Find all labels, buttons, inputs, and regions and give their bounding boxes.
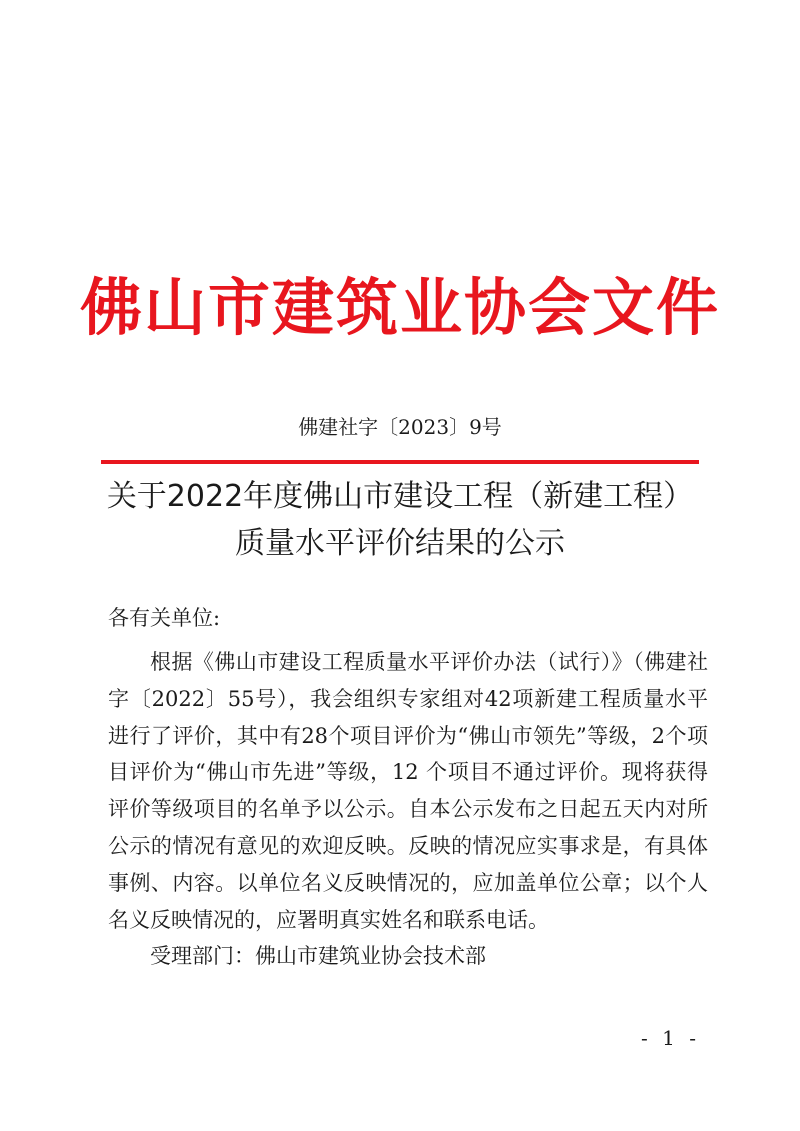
handling-department: 受理部门：佛山市建筑业协会技术部 [150, 944, 486, 968]
page-number: - 1 - [641, 1026, 700, 1050]
body-paragraph: 根据《佛山市建设工程质量水平评价办法（试行）》（佛建社字〔2022〕55号），我会组织专家组对42项新建工程质量水平进行了评价，其中有28个项目评价为“佛山市领先”等级，2个项目评价为“佛山市先进”等级，12 个项目不通过评价。现将获得评价等级项目的名单予以公示。自本公示发布之日起五天内对所公示的情况有意见的欢迎反映。反映的情况应实事求是，有具体事例、内容。以单位名义反映情况的，应加盖单位公章；以个人名义反映情况的，应署明真实姓名和联系电话。 [108, 650, 708, 932]
red-divider-line [101, 460, 699, 464]
document-title-line-1: 关于2022年度佛山市建设工程（新建工程） [106, 479, 694, 514]
document-number: 佛建社字〔2023〕9号 [298, 415, 502, 439]
salutation: 各有关单位: [108, 606, 221, 630]
document-title-line-2: 质量水平评价结果的公示 [235, 526, 565, 561]
organization-header: 佛山市建筑业协会文件 [79, 271, 720, 344]
